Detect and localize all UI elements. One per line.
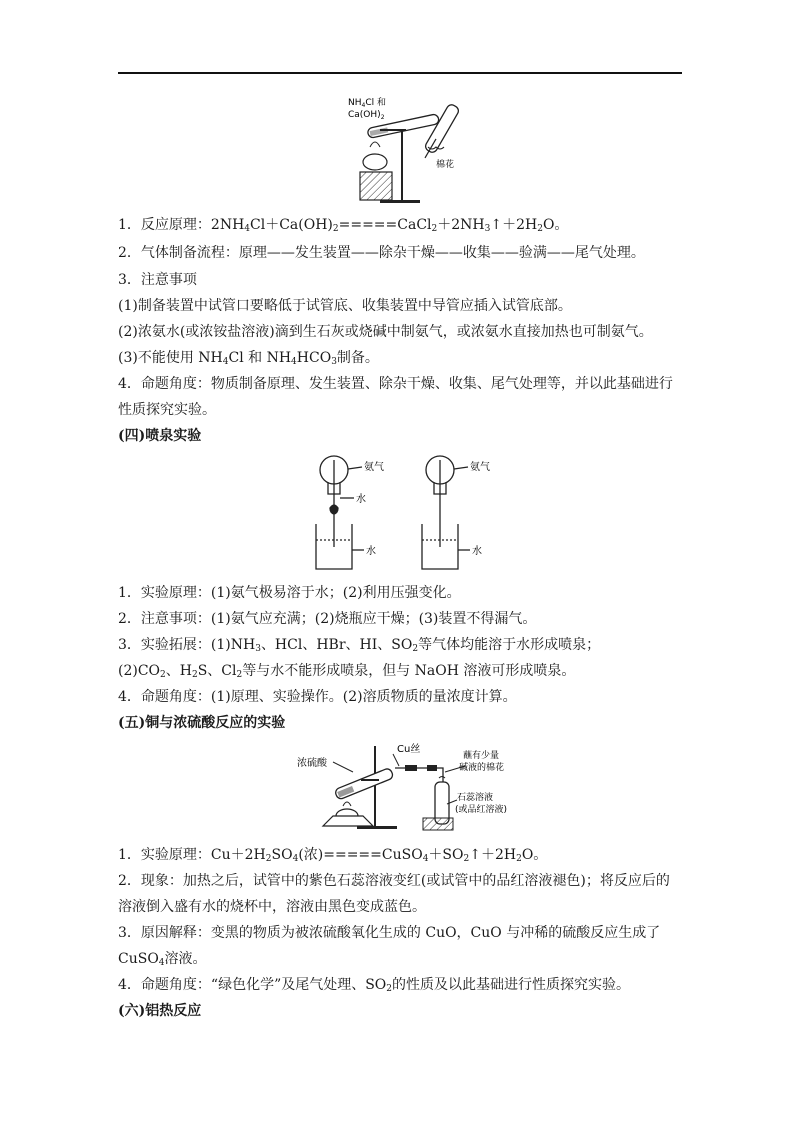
- reagent-label-2: $Ca(OH)_2$: [348, 110, 385, 121]
- cotton-label-2: 碱液的棉花: [459, 763, 505, 773]
- fountain-figure: [312, 452, 497, 577]
- acid-label: 浓硫酸: [297, 758, 327, 769]
- notes-heading: 3．注意事项: [118, 272, 197, 288]
- copper-reason-line2: CuSO$_4$溶液。: [118, 951, 207, 968]
- fountain-left: [316, 456, 364, 569]
- fountain-notes: 2．注意事项：(1)氨气应充满；(2)烧瓶应干燥；(3)装置不得漏气。: [118, 611, 537, 627]
- fountain-extension-1: 3．实验拓展：$(1)NH_3$、HCl、HBr、HI、$SO_2$等气体均能溶于水形成喷泉；: [118, 637, 601, 654]
- copper-reason-line1: 3．原因解释：变黑的物质为被浓硫酸氧化生成的 CuO，CuO 与冲稀的硫酸反应生成了: [118, 925, 661, 941]
- thermite-heading: (六)铝热反应: [118, 1003, 202, 1019]
- fountain-extension-2: $(2)CO_2$、$H_2S$、$Cl_2$等与水不能形成喷泉，但与 NaOH 溶液可形成喷泉。: [118, 663, 576, 680]
- fountain-heading: (四)喷泉实验: [118, 428, 202, 444]
- copper-exam-angle: 4．命题角度：“绿色化学”及尾气处理、$SO_2$的性质及以此基础进行性质探究实验。: [118, 977, 631, 994]
- fountain-right: [422, 456, 470, 569]
- note-3: (3)不能使用 $NH_4Cl$ 和 $NH_4HCO_3$制备。: [118, 350, 379, 367]
- fountain-principle: 1．实验原理：(1)氨气极易溶于水；(2)利用压强变化。: [118, 585, 461, 601]
- water-beaker-label-left: 水: [366, 546, 376, 557]
- water-drop-label: 水: [356, 494, 366, 505]
- copper-phenomenon-line2: 溶液倒入盛有水的烧杯中，溶液由黑色变成蓝色。: [118, 899, 426, 915]
- cotton-label-1: 蘸有少量: [463, 751, 500, 761]
- water-beaker-label-right: 水: [472, 546, 482, 557]
- gas-preparation-flow: 2．气体制备流程：原理——发生装置——除杂干燥——收集——验满——尾气处理。: [118, 245, 645, 261]
- fountain-exam-angle: 4．命题角度：(1)原理、实验操作。(2)溶质物质的量浓度计算。: [118, 689, 517, 705]
- copper-principle: 1．实验原理：$Cu+2H_2SO_4$(浓)$=====CuSO_4+SO_2↑+2H_2O$。: [118, 847, 548, 864]
- ammonia-apparatus-figure: [340, 92, 470, 207]
- ammonia-label-left: 氨气: [364, 462, 384, 473]
- cotton-label: 棉花: [436, 160, 455, 170]
- litmus-label-2: (或品红溶液): [455, 805, 508, 815]
- reagent-label-1: $NH_4Cl$ 和: [348, 98, 386, 109]
- note-2: (2)浓氨水(或浓铵盐溶液)滴到生石灰或烧碱中制氨气，或浓氨水直接加热也可制氨气。: [118, 324, 653, 340]
- note-1: (1)制备装置中试管口要略低于试管底、收集装置中导管应插入试管底部。: [118, 298, 572, 314]
- copper-acid-figure: [295, 738, 535, 833]
- exam-angle-line2: 性质探究实验。: [118, 402, 216, 418]
- exam-angle-line1: 4．命题角度：物质制备原理、发生装置、除杂干燥、收集、尾气处理等，并以此基础进行: [118, 376, 673, 392]
- ammonia-label-right: 氨气: [470, 462, 490, 473]
- reaction-principle: 1．反应原理：$2NH_4Cl+Ca(OH)_2=====CaCl_2+2NH_3↑+2H_2O$。: [118, 217, 569, 234]
- copper-acid-heading: (五)铜与浓硫酸反应的实验: [118, 715, 286, 731]
- copper-phenomenon-line1: 2．现象：加热之后，试管中的紫色石蕊溶液变红(或试管中的品红溶液褪色)；将反应后的: [118, 873, 670, 889]
- cu-wire-label: Cu丝: [397, 744, 421, 755]
- header-rule: [118, 72, 682, 74]
- litmus-label-1: 石蕊溶液: [457, 793, 494, 803]
